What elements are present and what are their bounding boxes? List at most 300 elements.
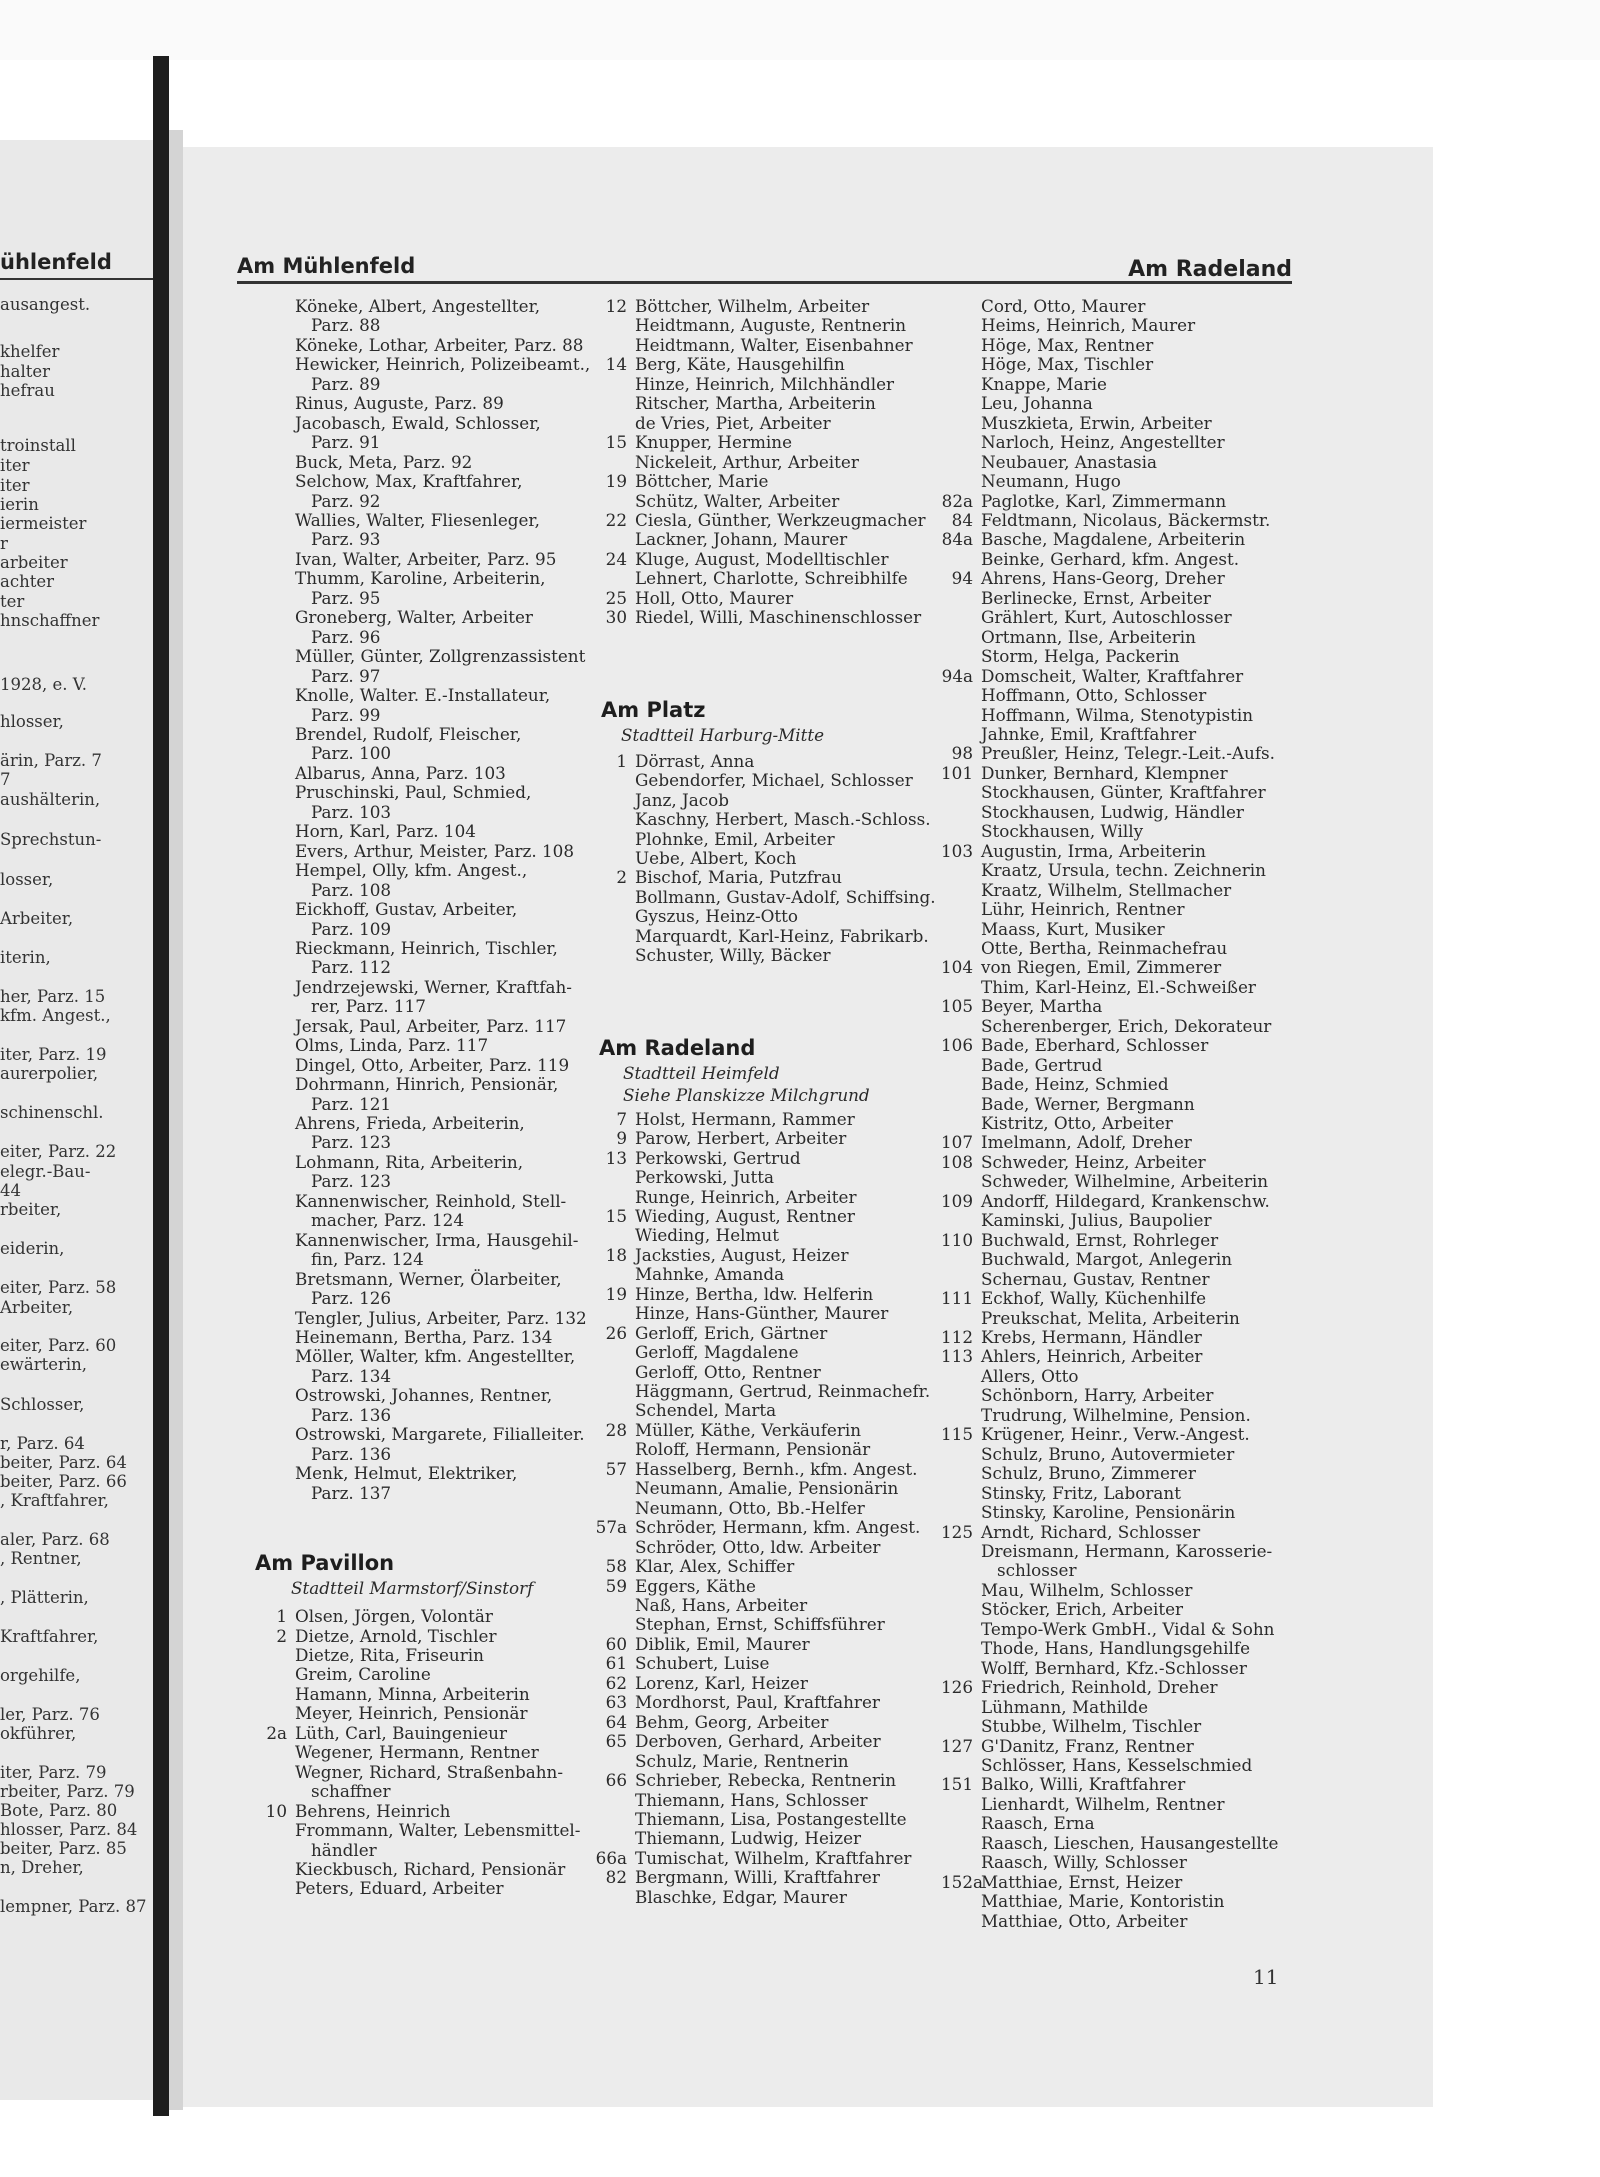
directory-entry <box>276 1625 625 1646</box>
directory-entry <box>941 665 1341 686</box>
directory-entry <box>981 861 1341 880</box>
directory-entry <box>981 414 1341 433</box>
house-number: 58 <box>605 1556 627 1577</box>
entry-continuation: Parz. 134 <box>311 1365 392 1386</box>
entry-continuation: Parz. 136 <box>311 1404 392 1425</box>
left-page-line: beiter, Parz. 85 <box>0 1839 127 1858</box>
page-header <box>237 247 1292 284</box>
directory-entry <box>981 1912 1341 1931</box>
entry-text: Bade, Gertrud <box>981 1054 1103 1075</box>
entry-text: Beyer, Martha <box>981 996 1103 1017</box>
entry-text: Neumann, Amalie, Pensionärin <box>635 1478 899 1499</box>
house-number: 82a <box>941 490 973 511</box>
house-number: 104 <box>941 957 974 978</box>
directory-entry <box>635 1226 965 1245</box>
entry-text: Hoffmann, Otto, Schlosser <box>981 685 1207 706</box>
entry-text: Eggers, Käthe <box>635 1575 756 1596</box>
directory-entry <box>605 1731 965 1752</box>
house-number: 127 <box>941 1735 974 1756</box>
directory-entry <box>295 920 625 939</box>
house-number: 15 <box>605 432 627 453</box>
directory-entry <box>605 1419 965 1440</box>
entry-text: Derboven, Gerhard, Arbeiter <box>635 1731 881 1752</box>
entry-continuation: Parz. 109 <box>311 918 392 939</box>
entry-continuation: Parz. 112 <box>311 957 392 978</box>
directory-entry <box>981 1756 1341 1775</box>
directory-entry <box>605 1322 965 1343</box>
house-number: 62 <box>605 1672 627 1693</box>
directory-entry <box>941 1151 1341 1172</box>
entry-text: Maass, Kurt, Musiker <box>981 918 1165 939</box>
entry-text: Evers, Arthur, Meister, Parz. 108 <box>295 840 575 861</box>
directory-entry <box>295 1347 625 1366</box>
entry-text: Stinsky, Karoline, Pensionärin <box>981 1502 1236 1523</box>
entry-text: Buchwald, Margot, Anlegerin <box>981 1249 1233 1270</box>
left-page-line: lempner, Parz. 87 <box>0 1897 147 1916</box>
directory-entry <box>295 667 625 686</box>
directory-entry <box>981 1445 1341 1464</box>
entry-text: Scherenberger, Erich, Dekorateur <box>981 1015 1272 1036</box>
directory-entry <box>635 1791 965 1810</box>
house-number: 18 <box>605 1244 627 1265</box>
directory-entry <box>295 686 625 705</box>
directory-entry <box>295 1192 625 1211</box>
directory-entry <box>981 394 1341 413</box>
entry-text: Kieckbusch, Richard, Pensionär <box>295 1858 566 1879</box>
directory-entry <box>295 958 625 977</box>
directory-entry <box>635 1752 965 1771</box>
directory-entry <box>295 628 625 647</box>
entry-text: Feldtmann, Nicolaus, Bäckermstr. <box>981 509 1271 530</box>
entry-text: Schendel, Marta <box>635 1400 777 1421</box>
directory-entry <box>616 1108 965 1129</box>
directory-entry <box>981 1698 1341 1717</box>
directory-entry <box>295 589 625 608</box>
directory-entry <box>295 783 625 802</box>
directory-entry <box>635 927 965 946</box>
directory-entry <box>295 1133 625 1152</box>
entry-text: Köneke, Lothar, Arbeiter, Parz. 88 <box>295 334 584 355</box>
directory-entry <box>605 1770 965 1791</box>
directory-entry <box>981 1309 1341 1328</box>
page-gutter <box>169 130 183 2110</box>
directory-entry <box>295 900 625 919</box>
entry-text: Ciesla, Günther, Werkzeugmacher <box>635 509 926 530</box>
left-page-line: 7 <box>0 770 11 789</box>
entry-text: Allers, Otto <box>981 1365 1079 1386</box>
directory-entry <box>605 1633 965 1654</box>
directory-entry <box>981 472 1341 491</box>
directory-entry <box>295 803 625 822</box>
entry-text: Thiemann, Lisa, Postangestellte <box>635 1809 907 1829</box>
directory-entry <box>605 1867 965 1888</box>
house-number: 61 <box>605 1653 627 1674</box>
directory-entry <box>981 1581 1341 1600</box>
entry-text: Rieckmann, Heinrich, Tischler, <box>295 937 558 958</box>
entry-text: Groneberg, Walter, Arbeiter <box>295 607 533 628</box>
directory-entry <box>981 686 1341 705</box>
directory-entry <box>941 1346 1341 1367</box>
left-page-line: ter <box>0 592 25 611</box>
entry-continuation: Parz. 123 <box>311 1132 392 1153</box>
directory-entry <box>605 471 965 492</box>
directory-entry <box>635 316 965 335</box>
house-number: 82 <box>605 1867 627 1888</box>
entry-text: Storm, Helga, Packerin <box>981 646 1180 667</box>
entry-text: Klar, Alex, Schiffer <box>635 1556 795 1577</box>
directory-entry <box>295 355 625 374</box>
directory-entry <box>981 1386 1341 1405</box>
entry-text: Bollmann, Gustav-Adolf, Schiffsing. <box>635 886 936 907</box>
directory-entry <box>981 1620 1341 1639</box>
left-page-line: iter, Parz. 19 <box>0 1045 107 1064</box>
left-page-line: Arbeiter, <box>0 1298 74 1317</box>
entry-text: Hempel, Olly, kfm. Angest., <box>295 860 528 881</box>
directory-entry <box>295 1425 625 1444</box>
left-page-line: iermeister <box>0 514 87 533</box>
directory-entry <box>635 394 965 413</box>
entry-text: Hewicker, Heinrich, Polizeibeamt., <box>295 354 591 375</box>
left-page-line: , Kraftfahrer, <box>0 1491 109 1510</box>
entry-text: von Riegen, Emil, Zimmerer <box>981 957 1222 978</box>
entry-text: Neubauer, Anastasia <box>981 451 1158 472</box>
directory-entry <box>981 433 1341 452</box>
entry-text: Schernau, Gustav, Rentner <box>981 1268 1210 1289</box>
directory-entry <box>981 1659 1341 1678</box>
entry-text: Bade, Eberhard, Schlosser <box>981 1035 1209 1056</box>
directory-entry <box>295 1114 625 1133</box>
left-page-line: rbeiter, Parz. 79 <box>0 1782 135 1801</box>
left-page-line: hnschaffner <box>0 611 100 630</box>
left-page-line: elegr.-Bau- <box>0 1162 91 1181</box>
entry-text: Basche, Magdalene, Arbeiterin <box>981 529 1246 550</box>
house-number: 22 <box>605 509 627 530</box>
entry-continuation: Parz. 95 <box>311 587 381 608</box>
directory-entry <box>981 1503 1341 1522</box>
entry-text: Schulz, Bruno, Autovermieter <box>981 1443 1235 1464</box>
entry-text: Schönborn, Harry, Arbeiter <box>981 1385 1214 1406</box>
house-number: 64 <box>605 1711 627 1732</box>
entry-text: Kraatz, Wilhelm, Stellmacher <box>981 879 1232 900</box>
left-page-line: 1928, e. V. <box>0 675 88 694</box>
entry-text: Heims, Heinrich, Maurer <box>981 315 1196 336</box>
directory-entry <box>295 1743 625 1762</box>
directory-entry <box>616 750 965 771</box>
entry-text: Behrens, Heinrich <box>295 1800 451 1821</box>
directory-entry <box>981 783 1341 802</box>
entry-text: Stephan, Ernst, Schiffsführer <box>635 1614 885 1635</box>
directory-entry <box>605 1244 965 1265</box>
left-page-fragment <box>0 140 168 2100</box>
left-page-line: eiter, Parz. 58 <box>0 1278 117 1297</box>
directory-entry <box>941 840 1341 861</box>
entry-text: Kraatz, Ursula, techn. Zeichnerin <box>981 860 1266 881</box>
directory-entry <box>635 492 965 511</box>
directory-entry <box>941 1327 1341 1348</box>
house-number: 151 <box>941 1774 974 1795</box>
left-page-line: iter <box>0 476 30 495</box>
house-number: 109 <box>941 1190 974 1211</box>
entry-text: Neumann, Hugo <box>981 471 1121 492</box>
section-subtitle-radeland-1: Stadtteil Heimfeld <box>623 1062 780 1083</box>
house-number: 103 <box>941 840 974 861</box>
entry-continuation: Parz. 97 <box>311 665 381 686</box>
house-number: 126 <box>941 1677 974 1698</box>
entry-text: Arndt, Richard, Schlosser <box>981 1521 1201 1542</box>
entry-text: Peters, Eduard, Arbeiter <box>295 1878 504 1899</box>
entry-continuation: Parz. 96 <box>311 626 381 647</box>
left-page-line: ewärterin, <box>0 1355 88 1374</box>
directory-entry <box>635 791 965 810</box>
entry-continuation: Parz. 92 <box>311 490 381 511</box>
directory-entry <box>635 907 965 926</box>
house-number: 12 <box>605 296 627 316</box>
entry-text: Domscheit, Walter, Kraftfahrer <box>981 665 1244 686</box>
directory-entry <box>981 1639 1341 1658</box>
left-page-line: troinstall <box>0 436 76 455</box>
directory-entry <box>981 628 1341 647</box>
left-page-line: achter <box>0 572 54 591</box>
directory-entry <box>295 1231 625 1250</box>
entry-text: Narloch, Heinz, Angestellter <box>981 432 1225 453</box>
house-number: 2 <box>616 867 627 888</box>
left-page-line: Bote, Parz. 80 <box>0 1801 118 1820</box>
directory-entry <box>941 1424 1341 1445</box>
directory-entry <box>981 803 1341 822</box>
directory-entry <box>981 1211 1341 1230</box>
directory-entry <box>635 1615 965 1634</box>
entry-text: Ahlers, Heinrich, Arbeiter <box>981 1346 1203 1367</box>
directory-entry <box>981 978 1341 997</box>
house-number: 13 <box>605 1147 627 1168</box>
section-subtitle-radeland-2: Siehe Planskizze Milchgrund <box>623 1084 870 1105</box>
directory-entry <box>981 336 1341 355</box>
entry-text: Cord, Otto, Maurer <box>981 296 1146 316</box>
entry-text: Mahnke, Amanda <box>635 1264 785 1285</box>
directory-entry <box>981 647 1341 666</box>
entry-text: Matthiae, Otto, Arbeiter <box>981 1910 1188 1931</box>
directory-entry <box>295 336 625 355</box>
left-page-line: khelfer <box>0 342 60 361</box>
left-page-line: hlosser, <box>0 712 64 731</box>
entry-text: Matthiae, Marie, Kontoristin <box>981 1891 1225 1912</box>
directory-entry <box>941 957 1341 978</box>
house-number: 30 <box>605 607 627 628</box>
directory-entry <box>295 1821 625 1840</box>
left-page-line: iter <box>0 456 30 475</box>
house-number: 113 <box>941 1346 974 1367</box>
directory-entry <box>295 316 625 335</box>
directory-entry <box>295 608 625 627</box>
house-number: 115 <box>941 1424 974 1445</box>
entry-continuation: schaffner <box>311 1781 391 1802</box>
left-page-line: Arbeiter, <box>0 909 74 928</box>
left-page-line: losser, <box>0 870 54 889</box>
entry-text: Dunker, Bernhard, Klempner <box>981 762 1228 783</box>
directory-entry <box>981 453 1341 472</box>
directory-entry <box>635 1382 965 1401</box>
entry-text: Häggmann, Gertrud, Reinmachefr. <box>635 1381 931 1402</box>
left-page-line: 44 <box>0 1181 21 1200</box>
house-number: 108 <box>941 1151 974 1172</box>
entry-text: Behm, Georg, Arbeiter <box>635 1711 829 1732</box>
left-page-line: eiderin, <box>0 1239 65 1258</box>
directory-entry <box>295 725 625 744</box>
pavillon-entries <box>265 1606 625 1899</box>
entry-text: Dreismann, Hermann, Karosserie- <box>981 1541 1273 1561</box>
entry-text: Mau, Wilhelm, Schlosser <box>981 1579 1193 1600</box>
directory-entry <box>981 725 1341 744</box>
entry-text: Stockhausen, Ludwig, Händler <box>981 801 1244 822</box>
entry-text: Böttcher, Marie <box>635 471 769 492</box>
directory-entry <box>635 830 965 849</box>
entry-text: Kannenwischer, Irma, Hausgehil- <box>295 1229 579 1250</box>
left-page-line: okführer, <box>0 1724 77 1743</box>
house-number: 63 <box>605 1692 627 1713</box>
entry-text: Kannenwischer, Reinhold, Stell- <box>295 1190 567 1211</box>
directory-entry <box>635 1596 965 1615</box>
directory-entry <box>981 900 1341 919</box>
directory-entry <box>941 1132 1341 1153</box>
entry-text: Marquardt, Karl-Heinz, Fabrikarb. <box>635 925 929 946</box>
entry-continuation: Parz. 89 <box>311 373 381 394</box>
left-page-line: , Rentner, <box>0 1549 82 1568</box>
entry-text: Bade, Werner, Bergmann <box>981 1093 1195 1114</box>
directory-entry <box>295 1211 625 1230</box>
entry-text: Ostrowski, Johannes, Rentner, <box>295 1385 553 1406</box>
entry-text: Gerloff, Erich, Gärtner <box>635 1322 828 1343</box>
entry-text: Gebendorfer, Michael, Schlosser <box>635 770 913 791</box>
entry-text: Schütz, Walter, Arbeiter <box>635 490 840 511</box>
directory-entry <box>605 1556 965 1577</box>
entry-text: Riedel, Willi, Maschinenschlosser <box>635 607 922 628</box>
entry-text: Tempo-Werk GmbH., Vidal & Sohn <box>981 1618 1275 1639</box>
directory-entry <box>295 1484 625 1503</box>
entry-text: Wegener, Hermann, Rentner <box>295 1742 539 1763</box>
entry-text: Knolle, Walter. E.-Installateur, <box>295 685 551 706</box>
directory-entry <box>981 1017 1341 1036</box>
directory-entry <box>981 1172 1341 1191</box>
entry-continuation: Parz. 99 <box>311 704 381 725</box>
directory-entry <box>941 762 1341 783</box>
entry-text: Müller, Käthe, Verkäuferin <box>635 1419 862 1440</box>
platz-entries <box>616 750 965 966</box>
entry-text: Olsen, Jörgen, Volontär <box>295 1606 493 1627</box>
directory-entry <box>635 849 965 868</box>
entry-text: Ivan, Walter, Arbeiter, Parz. 95 <box>295 548 557 569</box>
left-page-line: hlosser, Parz. 84 <box>0 1820 138 1839</box>
col2-entries <box>605 296 965 628</box>
directory-entry <box>295 1328 625 1347</box>
left-page-line: eiter, Parz. 22 <box>0 1142 117 1161</box>
directory-entry <box>981 1270 1341 1289</box>
directory-entry <box>981 1075 1341 1094</box>
entry-text: Andorff, Hildegard, Krankenschw. <box>981 1190 1270 1211</box>
left-page-line: ärin, Parz. 7 <box>0 751 102 770</box>
entry-text: Heidtmann, Walter, Eisenbahner <box>635 334 913 355</box>
entry-continuation: Parz. 136 <box>311 1443 392 1464</box>
directory-entry <box>605 1458 965 1479</box>
house-number: 2a <box>266 1722 287 1743</box>
entry-text: Gerloff, Magdalene <box>635 1342 799 1363</box>
entry-continuation: Parz. 137 <box>311 1482 392 1503</box>
entry-text: Hamann, Minna, Arbeiterin <box>295 1683 530 1704</box>
entry-text: Augustin, Irma, Arbeiterin <box>981 840 1206 861</box>
entry-text: Ostrowski, Margarete, Filialleiter. <box>295 1424 585 1445</box>
entry-text: Lienhardt, Wilhelm, Rentner <box>981 1793 1225 1814</box>
directory-entry <box>295 1464 625 1483</box>
entry-text: Preußler, Heinz, Telegr.-Leit.-Aufs. <box>981 743 1275 764</box>
house-number: 24 <box>605 548 627 569</box>
directory-entry <box>941 1288 1341 1309</box>
entry-text: Perkowski, Gertrud <box>635 1147 801 1168</box>
directory-page <box>183 147 1433 2107</box>
house-number: 112 <box>941 1327 974 1348</box>
entry-text: G'Danitz, Franz, Rentner <box>981 1735 1194 1756</box>
entry-text: Schlösser, Hans, Kesselschmied <box>981 1754 1253 1775</box>
directory-entry <box>605 1711 965 1732</box>
directory-entry <box>295 1289 625 1308</box>
directory-entry <box>295 569 625 588</box>
directory-entry <box>295 881 625 900</box>
left-page-line: orgehilfe, <box>0 1666 81 1685</box>
directory-entry <box>295 842 625 861</box>
directory-entry <box>605 296 965 316</box>
directory-entry <box>941 1229 1341 1250</box>
directory-entry <box>981 1795 1341 1814</box>
entry-text: Roloff, Hermann, Pensionär <box>635 1439 871 1460</box>
entry-text: Müller, Günter, Zollgrenzassistent <box>295 646 586 667</box>
house-number: 26 <box>605 1322 627 1343</box>
directory-entry <box>941 529 1341 550</box>
directory-entry <box>635 1810 965 1829</box>
directory-entry <box>605 587 965 608</box>
directory-entry <box>981 1464 1341 1483</box>
house-number: 107 <box>941 1132 974 1153</box>
entry-text: Raasch, Lieschen, Hausangestellte <box>981 1832 1279 1853</box>
entry-text: Buck, Meta, Parz. 92 <box>295 451 473 472</box>
directory-entry <box>295 1095 625 1114</box>
entry-text: Ahrens, Hans-Georg, Dreher <box>981 568 1225 589</box>
left-page-line: halter <box>0 362 51 381</box>
house-number: 9 <box>616 1128 627 1149</box>
entry-text: Lühmann, Mathilde <box>981 1696 1149 1717</box>
entry-text: Schweder, Wilhelmine, Arbeiterin <box>981 1171 1269 1192</box>
entry-text: Möller, Walter, kfm. Angestellter, <box>295 1346 576 1367</box>
entry-continuation: Parz. 126 <box>311 1288 392 1309</box>
directory-entry <box>295 433 625 452</box>
directory-entry <box>295 1685 625 1704</box>
left-page-line: Schlosser, <box>0 1395 85 1414</box>
directory-entry <box>295 1367 625 1386</box>
entry-text: Knappe, Marie <box>981 373 1107 394</box>
entry-text: Blaschke, Edgar, Maurer <box>635 1886 847 1907</box>
entry-text: Stinsky, Fritz, Laborant <box>981 1482 1181 1503</box>
entry-text: Holl, Otto, Maurer <box>635 587 794 608</box>
entry-text: Wallies, Walter, Fliesenleger, <box>295 509 540 530</box>
entry-text: Schröder, Hermann, kfm. Angest. <box>635 1517 921 1538</box>
entry-text: Diblik, Emil, Maurer <box>635 1633 810 1654</box>
entry-text: Hinze, Heinrich, Milchhändler <box>635 373 895 394</box>
entry-text: Hinze, Hans-Günther, Maurer <box>635 1303 889 1324</box>
entry-text: Tengler, Julius, Arbeiter, Parz. 132 <box>295 1307 587 1328</box>
column-2 <box>595 296 936 1907</box>
directory-entry <box>295 978 625 997</box>
left-page-line: iter, Parz. 79 <box>0 1763 107 1782</box>
entry-text: Balko, Willi, Kraftfahrer <box>981 1774 1186 1795</box>
directory-entry <box>295 1860 625 1879</box>
entry-text: Heinemann, Bertha, Parz. 134 <box>295 1327 553 1348</box>
